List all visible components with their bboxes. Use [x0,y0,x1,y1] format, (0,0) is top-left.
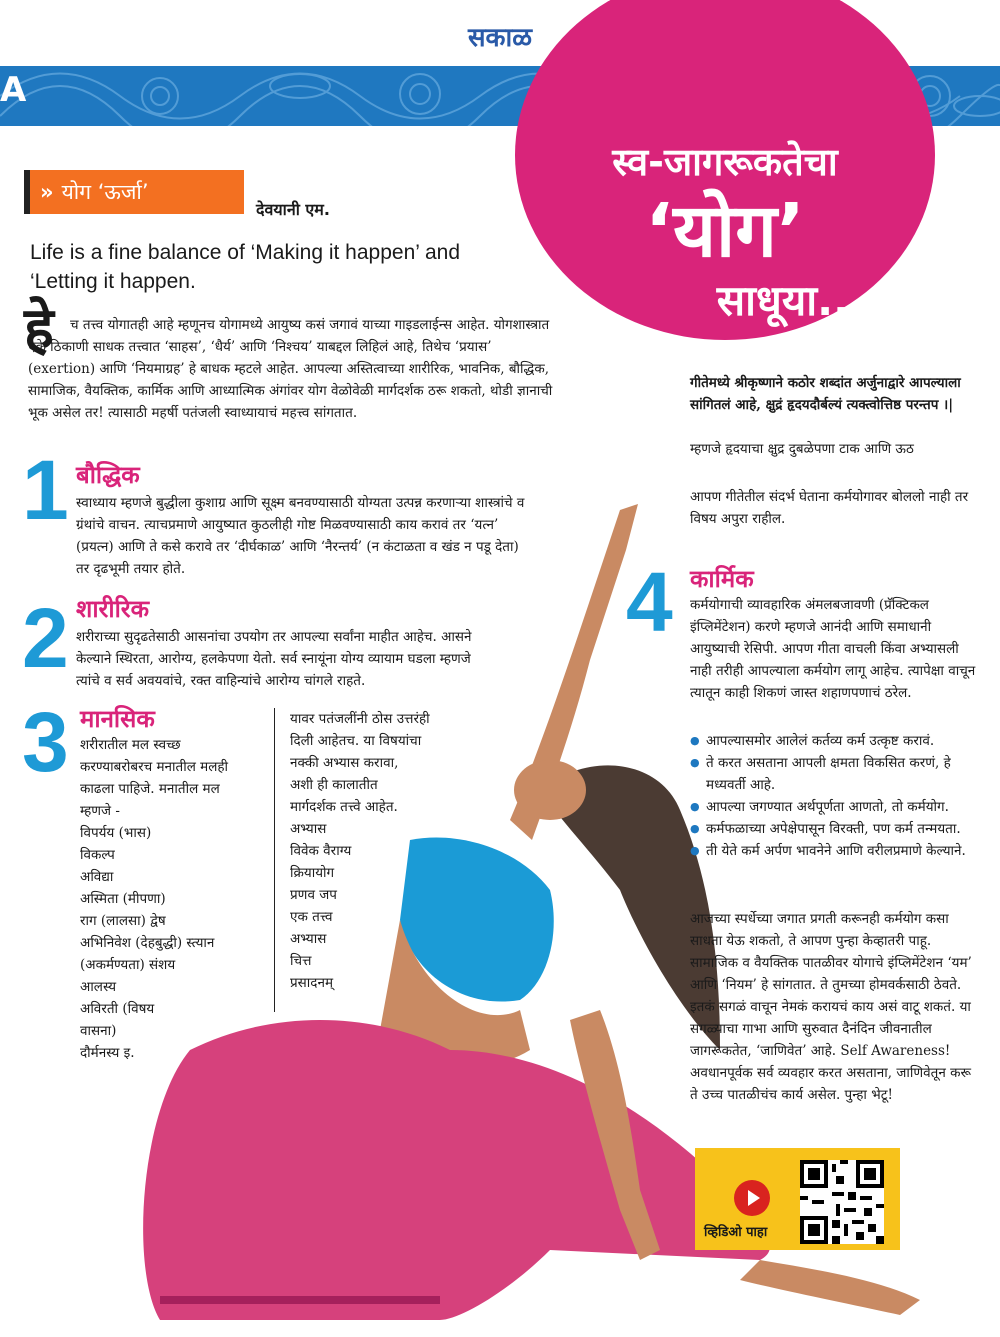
list-item: काढला पाहिजे. मनातील मल [80,781,220,797]
section-2-number: 2 [22,591,69,685]
list-item: प्रणव जप [290,887,337,903]
list-item: ● ते करत असताना आपली क्षमता विकसित करणं, हे मध्यवर्ती आहे. [690,752,980,796]
list-item: ● कर्मफळाच्या अपेक्षेपासून विरक्ती, पण कर्म तन्मयता. [690,818,980,840]
list-item: वासना) [80,1023,117,1039]
list-item: करण्याबरोबरच मनातील मलही [80,759,229,775]
list-item: अविरती (विषय [80,1001,155,1017]
gita-note: आपण गीतेतील संदर्भ घेताना कर्मयोगावर बोललो नाही तर विषय अपुरा राहील. [690,489,969,527]
section-3-title: मानसिक [80,704,155,733]
headline-line-2: ‘योग’ [645,188,805,274]
video-label[interactable]: व्हिडिओ पाहा [704,1225,768,1240]
list-item: अशी ही कालातीत [290,777,378,793]
section-4-bullets [690,730,980,862]
section-2-body: शरीराच्या सुदृढतेसाठी आसनांचा उपयोग तर आपल्या सर्वांना माहीत आहेच. आसने केल्याने स्थिरता, आरोग्य, हलकेपणा येतो. सर्व स्नायूंना योग्य व्यायाम घडला म्हणजे त्यांचे व सर्व अवयवांचे, रक्त वाहिन्यांचे आरोग्य चांगले राहते. [76,629,472,689]
list-item: विकल्प [80,847,115,863]
list-item: अभ्यास [290,821,327,837]
section-1-number: 1 [22,443,69,537]
list-item: (अकर्मण्यता) संशय [80,957,176,973]
intro-quote: Life is a fine balance of ‘Making it happen’ and ‘Letting it happen. [30,241,461,293]
list-item: अभिनिवेश (देहबुद्धी) स्त्यान [80,935,215,951]
chevron-right-icon: » [40,180,54,204]
section-1-title: बौद्धिक [76,460,140,489]
masthead-logo: सकाळ [467,23,533,53]
section-3-list-left [80,734,270,1064]
section-1-body: स्वाध्याय म्हणजे बुद्धीला कुशाग्र आणि सूक्ष्म बनवण्यासाठी योग्यता उत्पन्न करणाऱ्या शास्त्रांचे व ग्रंथांचे वाचन. त्याचप्रमाणे आयुष्यात कुठलीही गोष्ट मिळवण्यासाठी काय करावं तर ‘यत्न’ (प्रयत्न) आणि ते कसे करावे तर ‘दीर्घकाळ’ आणि ‘नैरन्तर्य’ (न कंटाळता व खंड न पडू देता) तर दृढभूमी तयार होते. [76,495,525,577]
banner-corner-letter: A [0,70,27,110]
list-item: यावर पतंजलींनी ठोस उत्तरंही [290,711,430,727]
headline-line-3: साधूया... [716,276,865,325]
section-4-closing: आजच्या स्पर्धेच्या जगात प्रगती करूनही कर्मयोग कसा साधता येऊ शकतो, ते आपण पुन्हा केव्हातरी पाहू. सामाजिक व वैयक्तिक पातळीवर योगाचे इंप्लिमेंटेशन ‘यम’ आणि ‘नियम’ हे सांगतात. ते तुमच्या होमवर्कसाठी ठेवते. इतकं सगळं वाचून नेमकं करायचं काय असं वाटू शकतं. या सगळ्याचा गाभा आणि सुरुवात दैनंदिन जीवनातील जागरूकतेत, ‘जाणिवेत’ आहे. Self Awareness! अवधानपूर्वक सर्व व्यवहार करत असताना, जाणिवेतून करू ते उच्च पातळीचंच कार्य असेल. पुन्हा भेटू! [690,911,972,1103]
list-item: विवेक वैराग्य [290,843,352,859]
section-4-number: 4 [626,555,673,649]
list-item: चित्त [290,953,312,969]
section-2-title: शारीरिक [76,594,150,623]
column-tag [24,170,244,214]
column-divider [274,708,275,1012]
list-item: नक्की अभ्यास करावा, [290,755,399,771]
gita-quote: गीतेमध्ये श्रीकृष्णाने कठोर शब्दांत अर्जुनाद्वारे आपल्याला सांगितलं आहे, क्षुद्रं हृदयदौर्बल्यं त्यक्त्वोत्तिष्ठ परन्तप ।| [690,375,961,413]
list-item: अभ्यास [290,931,327,947]
list-item: शरीरातील मल स्वच्छ [80,737,181,753]
section-4-title: कार्मिक [690,564,754,593]
list-item: दौर्मनस्य इ. [80,1045,135,1061]
section-3-number: 3 [22,695,69,789]
list-item: म्हणजे - [80,803,120,819]
list-item: ● ती येते कर्म अर्पण भावनेने आणि वरीलप्रमाणे केल्याने. [690,840,980,862]
list-item: राग (लालसा) द्वेष [80,913,166,929]
lead-paragraph: च तत्त्व योगातही आहे म्हणूनच योगामध्ये आयुष्य कसं जगावं याच्या गाइडलाईन्स आहेत. योगशास्त्रात एके ठिकाणी साधक तत्त्वात ‘साहस’, ‘धैर्य’ आणि ‘निश्चय’ याबद्दल लिहिलं आहे, तिथेच ‘प्रयास’ (exertion) आणि ‘नियमाग्रह’ हे बाधक म्हटले आहेत. आपल्या अस्तित्वाच्या शारीरिक, भावनिक, बौद्धिक, सामाजिक, वैयक्तिक, कार्मिक आणि आध्यात्मिक अंगांवर योग वेळोवेळी मार्गदर्शक ठरू शकतो, थोडी ज्ञानाची भूक असेल तर! त्यासाठी महर्षी पतंजली स्वाध्यायाचं महत्त्व सांगतात. [28,317,553,421]
list-item: प्रसादनम् [290,975,334,991]
list-item: दिली आहेतच. या विषयांचा [290,733,422,749]
play-icon[interactable] [734,1180,770,1216]
list-item: मार्गदर्शक तत्त्वे आहेत. [290,799,398,815]
section-4-body: कर्मयोगाची व्यावहारिक अंमलबजावणी (प्रॅक्टिकल इंप्लिमेंटेशन) करणे म्हणजे आनंदी आणि समाधानी आयुष्याची रेसिपी. आपण गीता वाचली किंवा अभ्यासली नाही तरीही आपल्याला कर्मयोग लागू आहेच. त्यापेक्षा वाचून त्यातून काही शिकणं जास्त शहाणपणाचं ठरेल. [690,597,976,701]
dropcap: हे [24,295,54,361]
headline-line-1: स्व-जागरूकतेचा [612,140,838,184]
author-byline: देवयानी एम. [256,200,330,219]
list-item: अविद्या [80,869,114,885]
list-item: विपर्यय (भास) [80,825,152,841]
list-item: ● आपल्यासमोर आलेलं कर्तव्य कर्म उत्कृष्ट करावं. [690,730,980,752]
qr-code-icon[interactable] [800,1160,884,1244]
headline [515,138,935,326]
column-tag-label: योग ‘ऊर्जा’ [61,180,149,204]
list-item: आलस्य [80,979,117,995]
list-item: एक तत्त्व [290,909,333,925]
list-item: क्रियायोग [290,865,335,881]
list-item: ● आपल्या जगण्यात अर्थपूर्णता आणतो, तो कर्मयोग. [690,796,980,818]
section-3-list-right [290,708,470,994]
gita-meaning: म्हणजे हृदयाचा क्षुद्र दुबळेपणा टाक आणि ऊठ [690,441,914,457]
list-item: अस्मिता (मीपणा) [80,891,166,907]
